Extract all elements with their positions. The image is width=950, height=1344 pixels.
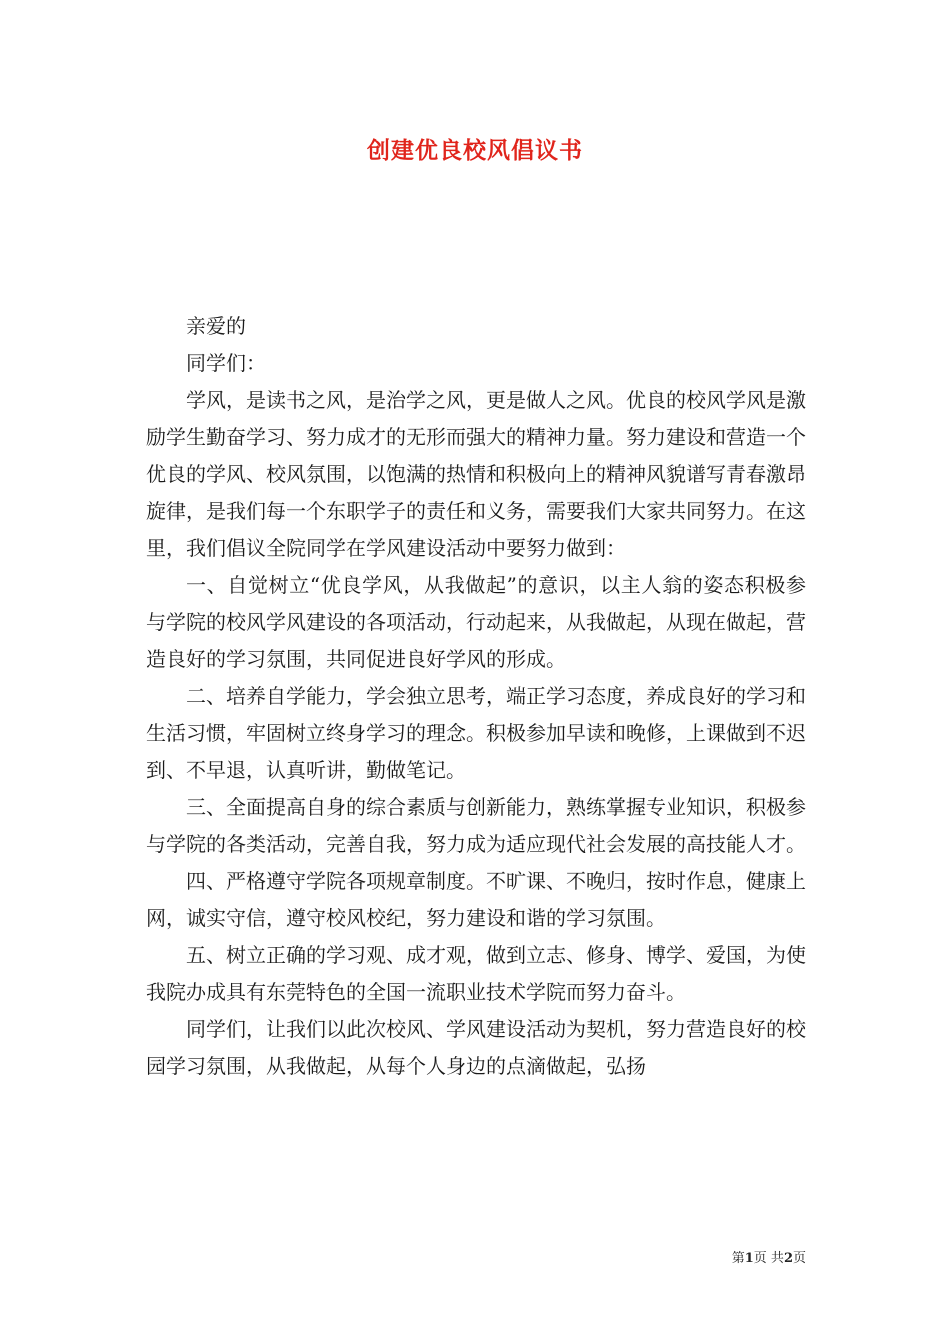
document-body: [146, 308, 806, 1085]
footer-prefix: 第: [731, 1251, 745, 1266]
paragraph-item-4: 四、严格遵守学院各项规章制度。不旷课、不晚归，按时作息，健康上网，诚实守信，遵守校风校纪，努力建设和谐的学习氛围。: [146, 869, 806, 930]
paragraph-item-2: 二、培养自学能力，学会独立思考，端正学习态度，养成良好的学习和生活习惯，牢固树立终身学习的理念。积极参加早读和晚修，上课做到不迟到、不早退，认真听讲，勤做笔记。: [146, 684, 806, 782]
greeting-line-1: 亲爱的: [186, 314, 246, 338]
footer-suffix: 页: [792, 1251, 806, 1266]
paragraph-item-5: 五、树立正确的学习观、成才观，做到立志、修身、博学、爱国，为使我院办成具有东莞特色的全国一流职业技术学院而努力奋斗。: [146, 943, 806, 1004]
document-title: 创建优良校风倡议书: [367, 137, 583, 164]
paragraph-item-3: 三、全面提高自身的综合素质与创新能力，熟练掌握专业知识，积极参与学院的各类活动，完善自我，努力成为适应现代社会发展的高技能人才。: [146, 795, 806, 856]
greeting-line-2: 同学们：: [186, 351, 266, 375]
paragraph-intro: 学风，是读书之风，是治学之风，更是做人之风。优良的校风学风是激励学生勤奋学习、努力成才的无形而强大的精神力量。努力建设和营造一个优良的学风、校风氛围，以饱满的热情和积极向上的精神风貌谱写青春激昂旋律，是我们每一个东职学子的责任和义务，需要我们大家共同努力。在这里，我们倡议全院同学在学风建设活动中要努力做到：: [146, 388, 806, 560]
paragraph-closing: 同学们，让我们以此次校风、学风建设活动为契机，努力营造良好的校园学习氛围，从我做起，从每个人身边的点滴做起，弘扬: [146, 1017, 806, 1078]
footer-middle: 页 共: [753, 1251, 784, 1266]
footer-current-page: 1: [744, 1251, 754, 1266]
paragraph-item-1: 一、自觉树立“优良学风，从我做起”的意识，以主人翁的姿态积极参与学院的校风学风建设的各项活动，行动起来，从我做起，从现在做起，营造良好的学习氛围，共同促进良好学风的形成。: [146, 573, 806, 671]
page-number-footer: [640, 1247, 806, 1266]
footer-total-pages: 2: [783, 1251, 793, 1266]
